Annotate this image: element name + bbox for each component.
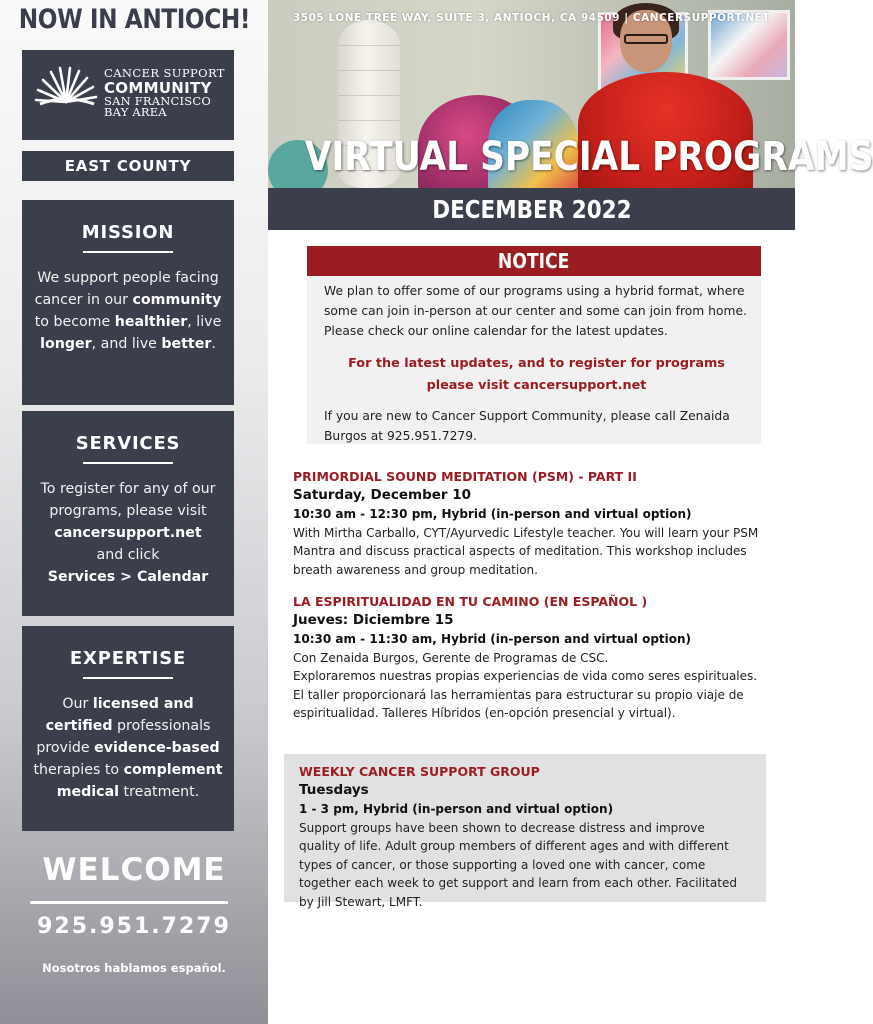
event-psm-meditation [293,468,768,579]
event-time: 1 - 3 pm, Hybrid (in-person and virtual option) [299,802,614,816]
event-day: Saturday, December 10 [293,487,472,503]
glasses-illustration [624,34,668,44]
event-description: With Mirtha Carballo, CYT/Ayurvedic Lifestyle teacher. You will learn your PSM Mantra and discuss practical aspects of meditation. This workshop includes breath awareness and group meditation. [293,526,759,577]
expertise-title: EXPERTISE [69,648,187,669]
services-divider [83,462,173,464]
notice-title: NOTICE [498,249,570,273]
date-banner [268,188,795,230]
spanish-note: Nosotros hablamos español. [42,961,226,975]
event-description: Support groups have been shown to decrease distress and improve quality of life. Adult group members of different ages and with different types of cancer, or those supporting a loved one with cancer, come together each week to get support and learn from each other. Facilitated by Jill Stewart, LMFT. [299,821,737,909]
welcome-divider [30,901,228,904]
phone-number[interactable]: 925.951.7279 [37,914,231,939]
welcome-heading: WELCOME [42,852,226,888]
logo-line-2: COMMUNITY [104,78,212,97]
notice-box [307,276,761,444]
logo-line-3: SAN FRANCISCO [104,93,211,108]
sidebar [0,0,268,1024]
event-title: LA ESPIRITUALIDAD EN TU CAMINO (EN ESPAÑOL ) [293,594,648,609]
header-address: 3505 LONE TREE WAY, SUITE 3, ANTIOCH, CA 94509 | CANCERSUPPORT.NET [292,12,771,24]
event-day: Tuesdays [299,782,369,798]
event-time: 10:30 am - 12:30 pm, Hybrid (in-person and virtual option) [293,507,692,521]
logo-line-1: CANCER SUPPORT [104,66,225,80]
mission-divider [83,251,173,253]
services-text: To register for any of our programs, please visit cancersupport.net and click Services > Calendar [40,481,216,585]
event-description: Con Zenaida Burgos, Gerente de Programas de CSC. [293,651,609,665]
date-label: DECEMBER 2022 [431,195,632,224]
logo-line-4: BAY AREA [104,105,167,119]
sidebar-headline: NOW IN ANTIOCH! [18,4,251,35]
notice-header [307,246,761,276]
event-espiritualidad [293,593,768,723]
notice-paragraph-2: If you are new to Cancer Support Community, please call Zenaida Burgos at 925.951.7279. [324,409,730,443]
event-support-group [299,763,749,911]
expertise-box [22,626,234,831]
organization-logo [22,50,234,140]
services-link[interactable]: cancersupport.net [54,525,202,541]
notice-callout[interactable]: For the latest updates, and to register for programs please visit cancersupport.net [348,356,725,393]
event-day: Jueves: Diciembre 15 [293,612,454,628]
services-title: SERVICES [75,433,181,454]
mission-text: We support people facing cancer in our community to become healthier, live longer, and live better. [34,270,222,352]
expertise-text: Our licensed and certified professionals provide evidence-based therapies to complement medical treatment. [33,696,223,800]
mission-box [22,200,234,405]
sunburst-logo-icon [32,66,100,106]
page-title: VIRTUAL SPECIAL PROGRAMS [304,134,873,180]
mission-title: MISSION [81,222,175,243]
event-title: WEEKLY CANCER SUPPORT GROUP [299,764,540,779]
expertise-divider [83,677,173,679]
region-label: EAST COUNTY [22,151,234,181]
logo-wordmark [104,68,225,119]
services-box [22,411,234,616]
event-description: Exploraremos nuestras propias experiencias de vida como seres espirituales. El taller proporcionará las herramientas para estructurar su propio viaje de espiritualidad. Talleres Híbridos (en-opción presencial y virtual). [293,669,758,721]
notice-paragraph-1: We plan to offer some of our programs using a hybrid format, where some can join in-person at our center and some can join from home. Please check our online calendar for the latest updates. [324,284,747,338]
event-time: 10:30 am - 11:30 am, Hybrid (in-person and virtual option) [293,632,692,646]
event-title: PRIMORDIAL SOUND MEDITATION (PSM) - PART II [293,469,637,484]
